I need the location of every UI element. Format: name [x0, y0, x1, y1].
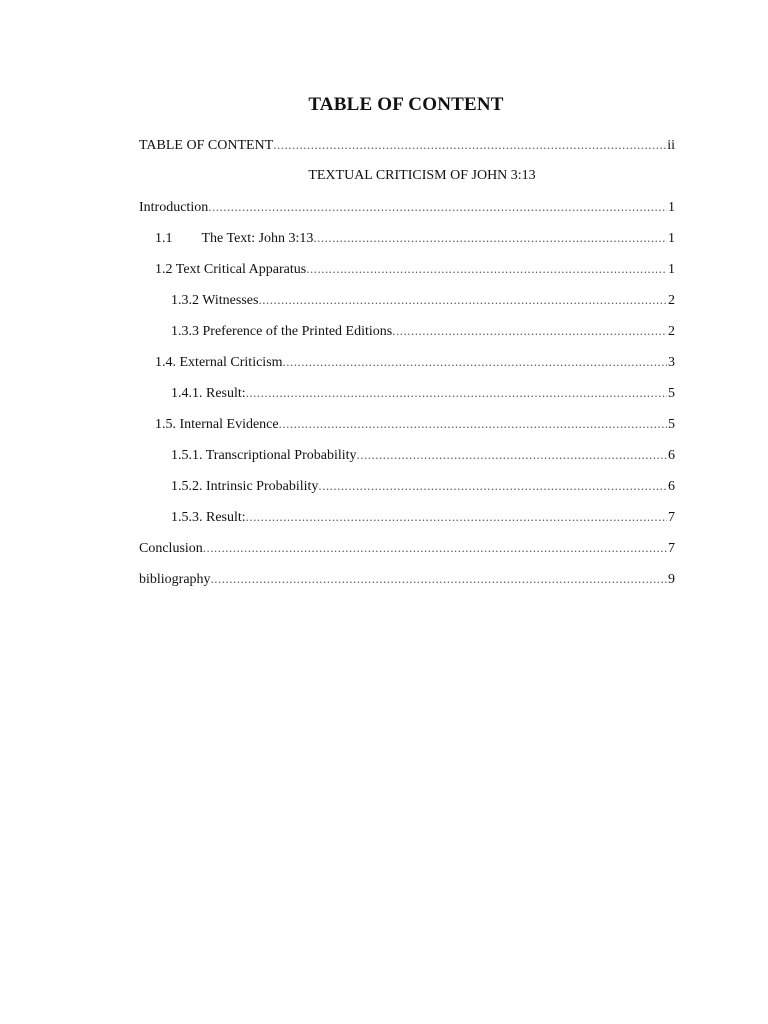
toc-entry-label: 1.5.2. Intrinsic Probability [171, 479, 319, 494]
toc-entry-label: 1.5.1. Transcriptional Probability [171, 448, 357, 463]
toc-page-number: 7 [668, 541, 675, 556]
table-of-contents [139, 133, 675, 598]
toc-dot-leader [392, 319, 667, 343]
toc-dot-leader [258, 288, 667, 312]
toc-page-number: 9 [668, 572, 675, 587]
toc-page-number: 6 [668, 448, 675, 463]
toc-dot-leader [318, 474, 667, 498]
toc-page-number: ii [667, 138, 675, 153]
toc-page-number: 1 [668, 231, 675, 246]
toc-page-number: 5 [668, 417, 675, 432]
toc-dot-leader [279, 412, 667, 436]
toc-dot-leader [208, 195, 667, 219]
toc-page-number: 7 [668, 510, 675, 525]
toc-page-number: 2 [668, 293, 675, 308]
toc-entry-text-critical-apparatus[interactable] [139, 257, 675, 288]
toc-page-number: 5 [668, 386, 675, 401]
toc-entry-transcriptional-probability[interactable] [139, 443, 675, 474]
toc-dot-leader [357, 443, 668, 467]
toc-entry-label: Conclusion [139, 541, 203, 556]
page-title: TABLE OF CONTENT [308, 94, 504, 115]
toc-entry-table-of-content[interactable] [139, 133, 675, 164]
toc-entry-external-result[interactable] [139, 381, 675, 412]
toc-entry-label [155, 227, 313, 251]
toc-page-number: 2 [668, 324, 675, 339]
toc-dot-leader [283, 350, 667, 374]
toc-entry-internal-result[interactable] [139, 505, 675, 536]
toc-dot-leader [211, 567, 667, 591]
toc-dot-leader [313, 226, 667, 250]
toc-dot-leader [273, 133, 666, 157]
toc-dot-leader [306, 257, 667, 281]
toc-entry-number: 1.1 [155, 231, 173, 246]
toc-page-number: 6 [668, 479, 675, 494]
toc-entry-label: 1.4. External Criticism [155, 355, 283, 370]
toc-page-number: 1 [668, 262, 675, 277]
toc-page-number: 1 [668, 200, 675, 215]
toc-entry-label: 1.2 Text Critical Apparatus [155, 262, 307, 277]
toc-entry-label: 1.5. Internal Evidence [155, 417, 279, 432]
toc-entry-label: Introduction [139, 200, 209, 215]
toc-entry-the-text[interactable] [139, 226, 675, 257]
toc-entry-label: bibliography [139, 572, 211, 587]
toc-entry-label: 1.3.3 Preference of the Printed Editions [171, 324, 393, 339]
toc-entry-internal-evidence[interactable] [139, 412, 675, 443]
toc-entry-bibliography[interactable] [139, 567, 675, 598]
toc-entry-label: 1.5.3. Result: [171, 510, 246, 525]
section-heading: TEXTUAL CRITICISM OF JOHN 3:13 [308, 168, 536, 183]
toc-entry-intrinsic-probability[interactable] [139, 474, 675, 505]
toc-entry-preference-printed-editions[interactable] [139, 319, 675, 350]
toc-dot-leader [203, 536, 667, 560]
toc-entry-label: 1.3.2 Witnesses [171, 293, 259, 308]
toc-dot-leader [246, 505, 667, 529]
toc-entry-label: 1.4.1. Result: [171, 386, 246, 401]
toc-entry-introduction[interactable] [139, 195, 675, 226]
toc-entry-label: TABLE OF CONTENT [139, 138, 274, 153]
toc-entry-conclusion[interactable] [139, 536, 675, 567]
toc-entry-external-criticism[interactable] [139, 350, 675, 381]
toc-entry-witnesses[interactable] [139, 288, 675, 319]
toc-entry-title: The Text: John 3:13 [201, 231, 314, 246]
toc-page-number: 3 [668, 355, 675, 370]
toc-dot-leader [246, 381, 667, 405]
